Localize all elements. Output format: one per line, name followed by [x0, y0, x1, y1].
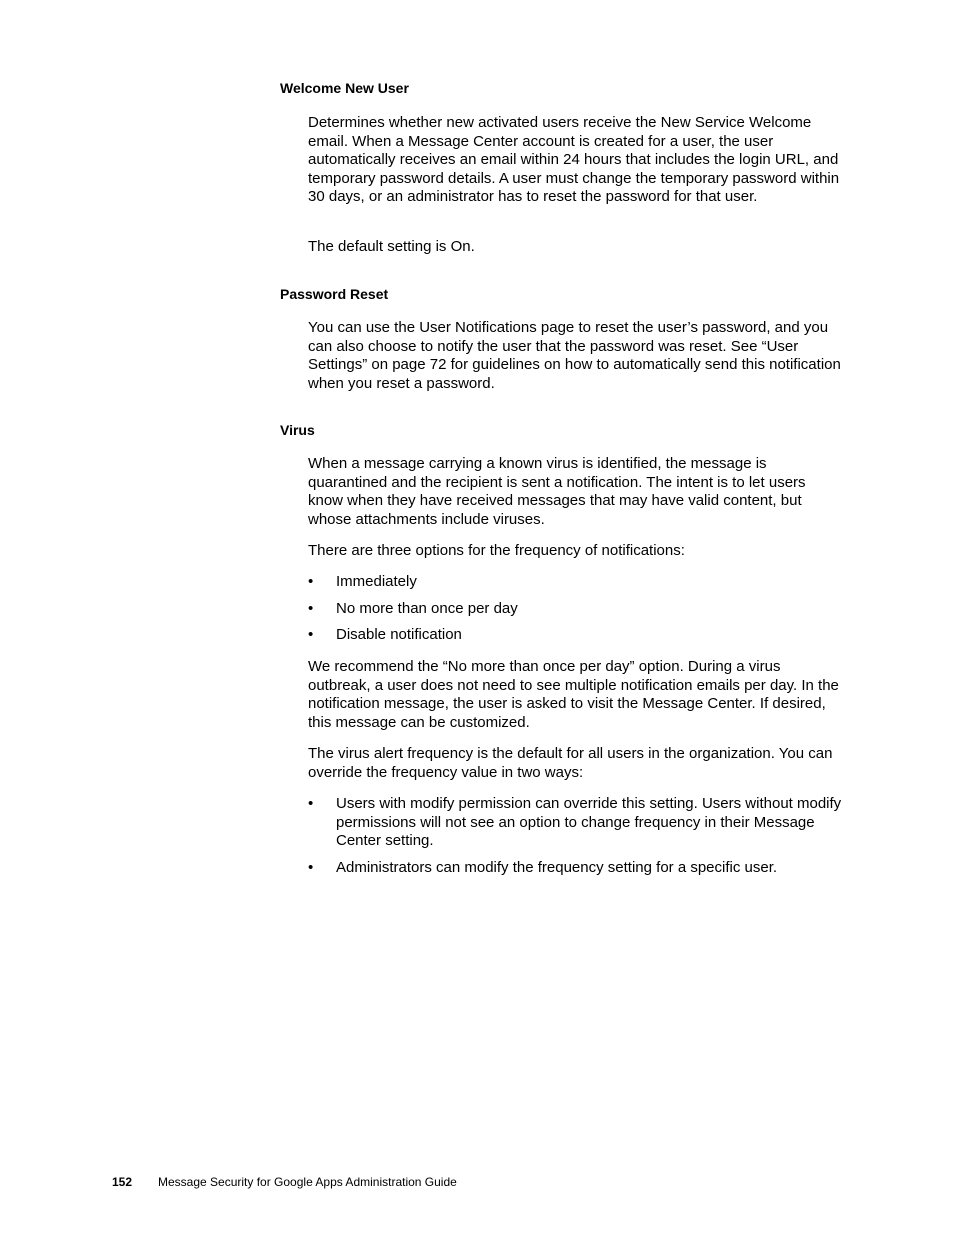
list-item	[308, 795, 844, 851]
bullet-mark: •	[308, 600, 314, 617]
bullet-mark: •	[308, 795, 314, 812]
list-item	[308, 573, 844, 592]
guide-title: Message Security for Google Apps Administration Guide	[158, 1175, 457, 1189]
list-item-text: Disable notification	[336, 626, 462, 643]
list-item	[308, 859, 844, 878]
list-item-text: No more than once per day	[336, 600, 518, 617]
virus-recommendation-paragraph: We recommend the “No more than once per day” option. During a virus outbreak, a user does not need to see multiple notification emails per day. In the notification message, the user is asked to visit the Message Center. If desired, this message can be customized.	[308, 658, 839, 731]
page-number: 152	[112, 1175, 133, 1189]
list-item	[308, 600, 844, 619]
virus-frequency-paragraph: The virus alert frequency is the default for all users in the organization. You can override the frequency value in two ways:	[308, 745, 833, 781]
heading-welcome-new-user: Welcome New User	[280, 80, 409, 96]
welcome-default-paragraph: The default setting is On.	[308, 238, 475, 255]
heading-password-reset: Password Reset	[280, 286, 389, 302]
list-item-text: Users with modify permission can override this setting. Users without modify permissions will not see an option to change frequency in their Message Center setting.	[336, 795, 842, 850]
heading-virus: Virus	[280, 422, 315, 438]
list-item	[308, 626, 844, 645]
bullet-mark: •	[308, 626, 314, 643]
list-item-text: Immediately	[336, 573, 417, 590]
password-reset-paragraph: You can use the User Notifications page to reset the user’s password, and you can also choose to notify the user that the password was reset. See “User Settings” on page 72 for guidelines on how to automatically send this notification when you reset a password.	[308, 319, 841, 392]
virus-description-paragraph: When a message carrying a known virus is identified, the message is quarantined and the recipient is sent a notification. The intent is to let users know when they have received messages that may have valid content, but whose attachments include viruses.	[308, 455, 806, 528]
welcome-description-paragraph: Determines whether new activated users receive the New Service Welcome email. When a Message Center account is created for a user, the user automatically receives an email within 24 hours that includes the login URL, and temporary password details. A user must change the temporary password within 30 days, or an administrator has to reset the password for that user.	[308, 114, 840, 206]
bullet-mark: •	[308, 859, 314, 876]
list-item-text: Administrators can modify the frequency setting for a specific user.	[336, 859, 778, 876]
bullet-mark: •	[308, 573, 314, 590]
virus-options-intro-paragraph: There are three options for the frequency of notifications:	[308, 542, 685, 559]
